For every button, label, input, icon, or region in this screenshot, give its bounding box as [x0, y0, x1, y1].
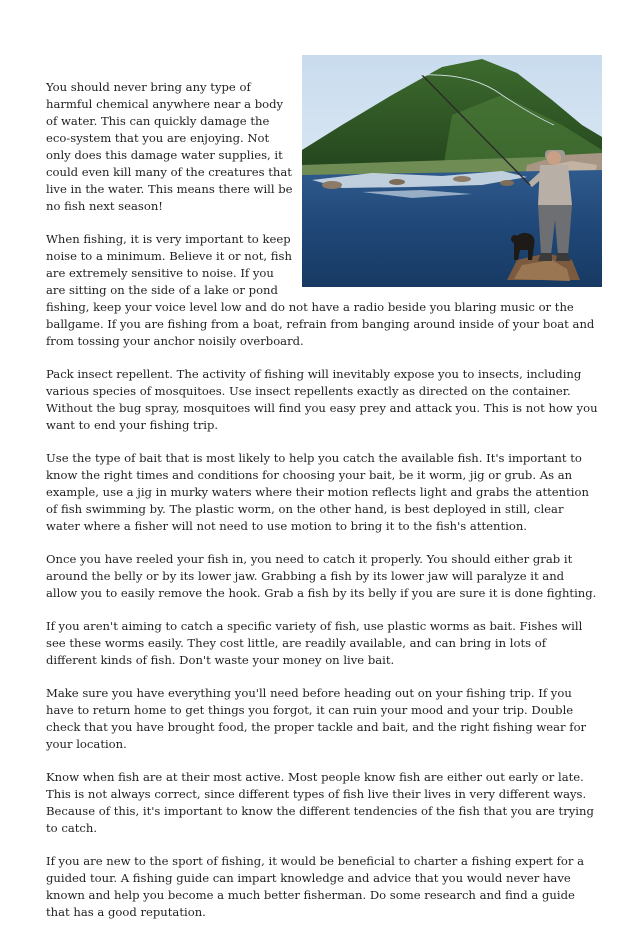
fly-fishing-photo: [302, 55, 602, 287]
article-body: [46, 79, 598, 937]
paragraph-3: Pack insect repellent. The activity of fishing will inevitably expose you to insects, including various species of mosquitoes. Use insect repellents exactly as directed on the container. Without the bug spray, mosquitoes will find you easy prey and attack you. This is not how you want to end your fishing trip.: [46, 367, 598, 432]
paragraph-1: You should never bring any type of harmful chemical anywhere near a body of water. This can quickly damage the eco-system that you are enjoying. Not only does this damage water supplies, it could even kill many of the creatures that live in the water. This means there will be no fish next season!: [46, 80, 293, 213]
paragraph-5: Once you have reeled your fish in, you need to catch it properly. You should either grab it around the belly or by its lower jaw. Grabbing a fish by its lower jaw will paralyze it and allow you to easily remove the hook. Grab a fish by its belly if you are sure it is done fighting.: [46, 552, 597, 600]
paragraph-4: Use the type of bait that is most likely to help you catch the available fish. It's important to know the right times and conditions for choosing your bait, be it worm, jig or grub. As an example, use a jig in murky waters where their motion reflects light and grabs the attention of fish swimming by. The plastic worm, on the other hand, is best deployed in still, clear water where a fisher will not need to use motion to bring it to the fish's attention.: [46, 451, 589, 533]
paragraph-9: If you are new to the sport of fishing, it would be beneficial to charter a fishing expert for a guided tour. A fishing guide can impart knowledge and advice that you would never have known and help you become a much better fisherman. Do some research and find a guide that has a good reputation.: [46, 854, 585, 919]
paragraph-7: Make sure you have everything you'll need before heading out on your fishing trip. If you have to return home to get things you forgot, it can ruin your mood and your trip. Double check that you have brought food, the proper tackle and bait, and the right fishing wear for your location.: [46, 686, 587, 751]
paragraph-8: Know when fish are at their most active. Most people know fish are either out early or late. This is not always correct, since different types of fish live their lives in very different ways. Because of this, it's important to know the different tendencies of the fish that you are trying to catch.: [46, 770, 594, 835]
paragraph-6: If you aren't aiming to catch a specific variety of fish, use plastic worms as bait. Fishes will see these worms easily. They cost little, are readily available, and can bring in lots of different kinds of fish. Don't waste your money on live bait.: [46, 619, 583, 667]
paragraph-2: When fishing, it is very important to keep noise to a minimum. Believe it or not, fish are extremely sensitive to noise. If you are sitting on the side of a lake or pond fishing, keep your voice level low and do not have a radio beside you blaring music or the ballgame. If you are fishing from a boat, refrain from banging around inside of your boat and from tossing your anchor noisily overboard.: [46, 232, 595, 348]
fly-fishing-illustration: [302, 55, 602, 287]
